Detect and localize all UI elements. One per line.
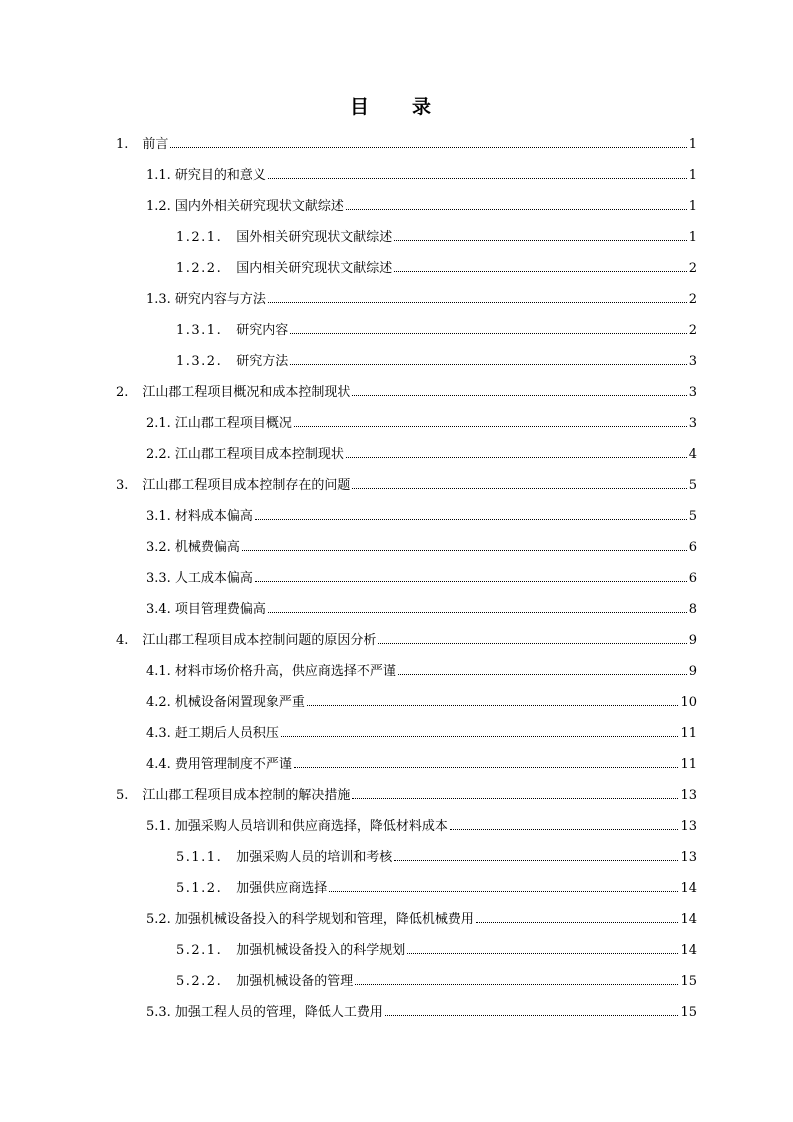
toc-entry[interactable] [146, 718, 697, 749]
toc-entry-page: 9 [688, 633, 697, 648]
toc-dot-leader [352, 487, 686, 489]
toc-entry-page: 6 [688, 571, 697, 586]
toc-entry[interactable] [146, 408, 697, 439]
toc-entry-title: 江山郡工程项目成本控制问题的原因分析 [142, 633, 377, 648]
toc-entry-title: 加强机械设备的管理 [236, 974, 354, 989]
toc-entry-title: 加强机械设备投入的科学规划和管理，降低机械费用 [174, 912, 474, 927]
toc-entry-page: 1 [688, 199, 697, 214]
toc-dot-leader [346, 208, 687, 210]
toc-entry-page: 8 [688, 602, 697, 617]
toc-entry[interactable] [176, 253, 697, 284]
toc-entry[interactable] [176, 315, 697, 346]
toc-entry[interactable] [176, 935, 697, 966]
toc-entry-number: 4. [116, 633, 129, 648]
toc-entry-page: 5 [688, 509, 697, 524]
toc-entry-number: 5.2.1. [176, 943, 223, 958]
toc-dot-leader [290, 332, 686, 334]
page-title: 目 录 [349, 96, 443, 118]
toc-entry-number: 3. [116, 478, 129, 493]
toc-dot-leader [407, 952, 678, 954]
toc-entry[interactable] [176, 966, 697, 997]
toc-entry-number: 3.4. [146, 602, 171, 617]
toc-entry-page: 3 [688, 354, 697, 369]
toc-entry[interactable] [116, 625, 697, 656]
toc-entry[interactable] [176, 873, 697, 904]
toc-entry-title: 加强机械设备投入的科学规划 [236, 943, 406, 958]
toc-entry-title: 国内外相关研究现状文献综述 [174, 199, 344, 214]
toc-entry-page: 5 [688, 478, 697, 493]
toc-dot-leader [346, 456, 687, 458]
toc-entry-number: 4.4. [146, 757, 171, 772]
toc-entry[interactable] [116, 129, 697, 160]
toc-entry-page: 15 [680, 974, 697, 989]
toc-entry-title: 国内相关研究现状文献综述 [236, 261, 393, 276]
toc-entry-title: 江山郡工程项目成本控制的解决措施 [142, 788, 351, 803]
toc-entry-page: 4 [688, 447, 697, 462]
toc-entry-number: 4.2. [146, 695, 171, 710]
toc-entry[interactable] [146, 191, 697, 222]
toc-entry-title: 江山郡工程项目成本控制存在的问题 [142, 478, 351, 493]
toc-entry-title: 研究内容 [236, 323, 289, 338]
toc-entry-page: 2 [688, 323, 697, 338]
toc-dot-leader [294, 425, 687, 427]
toc-entry-number: 5.1.2. [176, 881, 223, 896]
toc-entry[interactable] [116, 377, 697, 408]
toc-entry[interactable] [146, 284, 697, 315]
toc-entry[interactable] [176, 222, 697, 253]
toc-entry-title: 材料成本偏高 [174, 509, 253, 524]
toc-entry-number: 1.3.1. [176, 323, 223, 338]
toc-dot-leader [394, 859, 678, 861]
toc-entry-number: 1.3.2. [176, 354, 223, 369]
toc-entry-title: 研究方法 [236, 354, 289, 369]
toc-entry-page: 1 [688, 230, 697, 245]
toc-entry[interactable] [146, 687, 697, 718]
toc-entry-page: 15 [680, 1005, 697, 1020]
toc-dot-leader [352, 797, 678, 799]
toc-dot-leader [268, 611, 687, 613]
toc-dot-leader [394, 270, 686, 272]
toc-entry[interactable] [146, 749, 697, 780]
toc-entry-title: 材料市场价格升高，供应商选择不严谨 [174, 664, 396, 679]
toc-entry-number: 5.1. [146, 819, 171, 834]
toc-entry-title: 机械费偏高 [174, 540, 240, 555]
toc-entry-number: 3.2. [146, 540, 171, 555]
toc-entry-page: 11 [680, 757, 697, 772]
toc-dot-leader [255, 518, 687, 520]
toc-entry-number: 2.2. [146, 447, 171, 462]
toc-entry[interactable] [146, 532, 697, 563]
toc-entry-page: 6 [688, 540, 697, 555]
toc-entry-page: 13 [680, 850, 697, 865]
toc-entry-title: 加强采购人员的培训和考核 [236, 850, 393, 865]
toc-entry-number: 1.1. [146, 168, 171, 183]
toc-entry[interactable] [146, 563, 697, 594]
toc-dot-leader [255, 580, 687, 582]
toc-entry[interactable] [146, 160, 697, 191]
toc-entry-page: 14 [680, 943, 697, 958]
toc-entry-page: 3 [688, 385, 697, 400]
toc-entry[interactable] [146, 997, 697, 1028]
toc-entry-page: 13 [680, 788, 697, 803]
toc-entry-number: 2.1. [146, 416, 171, 431]
toc-dot-leader [385, 1014, 679, 1016]
toc-dot-leader [329, 890, 678, 892]
toc-dot-leader [450, 828, 679, 830]
toc-entry-page: 11 [680, 726, 697, 741]
toc-entry-page: 3 [688, 416, 697, 431]
toc-entry-page: 9 [688, 664, 697, 679]
toc-entry-number: 5.2.2. [176, 974, 223, 989]
toc-dot-leader [268, 177, 687, 179]
toc-entry-number: 1.3. [146, 292, 171, 307]
toc-dot-leader [378, 642, 686, 644]
toc-entry-title: 江山郡工程项目概况 [174, 416, 292, 431]
toc-entry-number: 5.3. [146, 1005, 171, 1020]
toc-entry-number: 3.3. [146, 571, 171, 586]
toc-entry-number: 5.1.1. [176, 850, 223, 865]
toc-entry-page: 1 [688, 137, 697, 152]
toc-entry[interactable] [146, 594, 697, 625]
toc-entry-title: 机械设备闲置现象严重 [174, 695, 305, 710]
toc-entry-number: 4.1. [146, 664, 171, 679]
toc-entry-page: 1 [688, 168, 697, 183]
toc-entry-page: 14 [680, 881, 697, 896]
toc-entry[interactable] [116, 780, 697, 811]
toc-dot-leader [355, 983, 678, 985]
toc-entry-page: 14 [680, 912, 697, 927]
toc-dot-leader [268, 301, 687, 303]
toc-entry-number: 2. [116, 385, 129, 400]
toc-entry-title: 研究目的和意义 [174, 168, 266, 183]
toc-entry-number: 5. [116, 788, 129, 803]
toc-entry-title: 加强采购人员培训和供应商选择，降低材料成本 [174, 819, 448, 834]
toc-entry-title: 费用管理制度不严谨 [174, 757, 292, 772]
toc-dot-leader [170, 146, 686, 148]
toc-entry-title: 项目管理费偏高 [174, 602, 266, 617]
toc-entry-title: 前言 [142, 137, 169, 152]
toc-dot-leader [242, 549, 687, 551]
toc-entry-number: 4.3. [146, 726, 171, 741]
toc-entry[interactable] [146, 656, 697, 687]
toc-entry-page: 2 [688, 292, 697, 307]
toc-dot-leader [281, 735, 679, 737]
toc-entry-title: 江山郡工程项目成本控制现状 [174, 447, 344, 462]
toc-entry-page: 10 [680, 695, 697, 710]
toc-entry[interactable] [146, 904, 697, 935]
toc-entry[interactable] [176, 346, 697, 377]
toc-dot-leader [290, 363, 686, 365]
toc-dot-leader [398, 673, 687, 675]
toc-dot-leader [307, 704, 679, 706]
toc-entry-number: 1. [116, 137, 129, 152]
toc-entry-number: 5.2. [146, 912, 171, 927]
toc-entry[interactable] [176, 842, 697, 873]
toc-entry-number: 1.2. [146, 199, 171, 214]
toc-entry-page: 13 [680, 819, 697, 834]
toc-dot-leader [394, 239, 686, 241]
toc-entry-page: 2 [688, 261, 697, 276]
toc-entry[interactable] [146, 439, 697, 470]
toc-entry-number: 1.2.1. [176, 230, 223, 245]
toc-entry-title: 加强供应商选择 [236, 881, 328, 896]
toc-entry-number: 1.2.2. [176, 261, 223, 276]
toc-entry-title: 江山郡工程项目概况和成本控制现状 [142, 385, 351, 400]
toc-entry[interactable] [116, 470, 697, 501]
toc-entry-title: 人工成本偏高 [174, 571, 253, 586]
toc-entry-title: 加强工程人员的管理，降低人工费用 [174, 1005, 383, 1020]
toc-entry-title: 研究内容与方法 [174, 292, 266, 307]
toc-entry-title: 赶工期后人员积压 [174, 726, 279, 741]
toc-dot-leader [294, 766, 679, 768]
toc-entry-title: 国外相关研究现状文献综述 [236, 230, 393, 245]
toc-dot-leader [352, 394, 686, 396]
toc-entry[interactable] [146, 501, 697, 532]
toc-entry-number: 3.1. [146, 509, 171, 524]
toc-entry[interactable] [146, 811, 697, 842]
toc-dot-leader [476, 921, 679, 923]
